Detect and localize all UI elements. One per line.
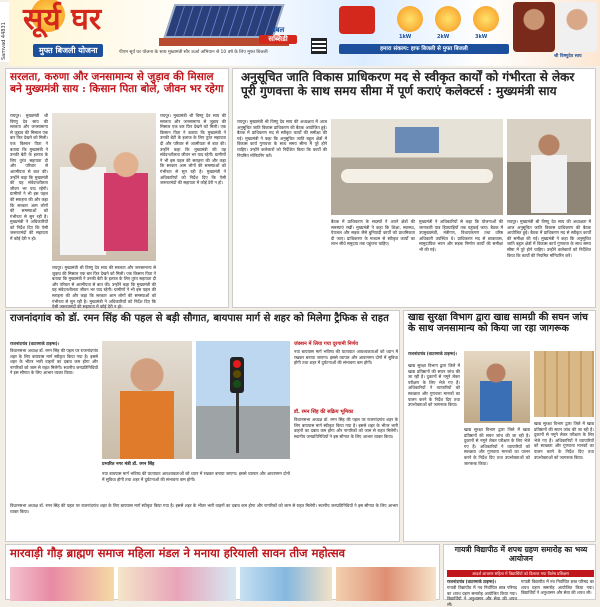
food-inspection-photo-2 — [534, 351, 594, 417]
raman-singh-photo — [102, 341, 192, 459]
main-article-col3: मुख्यमंत्री ने अधिकारियों से कहा कि योजनाओं की जानकारी पात्र हितग्राहियों तक पहुंचाई जाए। बैठक में उपमुख्यमंत्री, मंत्रीगण, विधायकगण तथा वरिष्ठ अधिकारी उपस्थित थे। प्राधिकरण मद से छात्रावास, सामुदायिक भवन और सड़क निर्माण कार्यों की समीक्षा भी की गई। — [419, 219, 503, 252]
raman-figure — [120, 351, 174, 459]
raman-photo-caption: प्रभारित नगर मंत्री डॉ. रमन सिंह — [102, 462, 155, 467]
traffic-pole — [236, 393, 239, 453]
qr-code-icon — [311, 38, 327, 54]
teej-photo-4 — [336, 567, 436, 601]
left-article-bottom: रायपुर। मुख्यमंत्री श्री विष्णु देव साय की सरलता और जनसामान्य से जुड़ाव की मिसाल एक बार फिर देखने को मिली। एक किसान पिता ने बताया कि मुख्यमंत्री ने उनकी बेटी के इलाज के लिए तुरंत सहायता दी और परिवार से आत्मीयता से बात की। उन्होंने कहा कि मुख्यमंत्री की यह संवेदनशीलता जीवन भर याद रहेगी। ग्रामीणों ने भी इस पहल की सराहना की और कहा कि सरकार आम लोगों की समस्याओं को गंभीरता से सुन रही है। मुख्यमंत्री ने अधिकारियों को निर्देश दिए कि ऐसी जरूरतमंदों की सहायता में कोई देरी न हो। — [52, 265, 156, 310]
brand-subtitle: मुफ्त बिजली योजना — [33, 44, 103, 57]
main-article-col4: रायपुर। मुख्यमंत्री श्री विष्णु देव साय की अध्यक्षता में आज अनुसूचित जाति विकास प्राधिकरण की बैठक आयोजित हुई। बैठक में प्राधिकरण मद से स्वीकृत कार्यों की समीक्षा की गई। मुख्यमंत्री ने कहा कि अनुसूचित जाति बहुल क्षेत्रों में विकास कार्य गुणवत्ता के साथ समय सीमा में पूरे होने चाहिए। उन्होंने कलेक्टरों को निर्देशित किया कि कार्यों की नियमित मॉनिटरिंग करें। — [507, 219, 591, 258]
offer-badge — [339, 6, 375, 34]
main-article-col1: रायपुर। मुख्यमंत्री श्री विष्णु देव साय की अध्यक्षता में आज अनुसूचित जाति विकास प्राधिकरण की बैठक आयोजित हुई। बैठक में प्राधिकरण मद से स्वीकृत कार्यों की समीक्षा की गई। मुख्यमंत्री ने कहा कि अनुसूचित जाति बहुल क्षेत्रों में विकास कार्य गुणवत्ता के साथ समय सीमा में पूरे होने चाहिए। उन्होंने कलेक्टरों को निर्देशित किया कि कार्यों की नियमित मॉनिटरिंग करें। — [237, 119, 327, 158]
gayatri-col2: गायत्री विद्यापीठ में नव निर्वाचित छात्र परिषद का शपथ ग्रहण समारोह आयोजित किया गया। विद्यार्थियों ने अनुशासन और सेवा की शपथ ली। — [521, 579, 594, 596]
teej-headline: मारवाड़ी गौड़ ब्राह्मण समाज महिला मंडल ने मनाया हरियाली सावन तीज महोत्सव — [10, 546, 345, 560]
rajnandgaon-col6: विधानसभा अध्यक्ष डॉ. रमन सिंह की पहल पर राजनांदगांव शहर के लिए बायपास मार्ग स्वीकृत किया गया है। इससे शहर के भीतर भारी वाहनों का दबाव कम होगा और नागरिकों को जाम से राहत मिलेगी। स्थानीय जनप्रतिनिधियों ने इस सौगात के लिए आभार व्यक्त किया। — [10, 503, 398, 514]
left-article-col2: रायपुर। मुख्यमंत्री श्री विष्णु देव साय की सरलता और जनसामान्य से जुड़ाव की मिसाल एक बार फिर देखने को मिली। एक किसान पिता ने बताया कि मुख्यमंत्री ने उनकी बेटी के इलाज के लिए तुरंत सहायता दी और परिवार से आत्मीयता से बात की। उन्होंने कहा कि मुख्यमंत्री की यह संवेदनशीलता जीवन भर याद रहेगी। ग्रामीणों ने भी इस पहल की सराहना की और कहा कि सरकार आम लोगों की समस्याओं को गंभीरता से सुन रही है। मुख्यमंत्री ने अधिकारियों को निर्देश दिए कि ऐसी जरूरतमंदों की सहायता में कोई देरी न हो। — [160, 113, 226, 186]
kw-label-2: 2kW — [437, 34, 450, 40]
left-article — [5, 68, 229, 308]
traffic-signal-photo — [196, 341, 290, 459]
photo-person-1 — [60, 135, 106, 255]
teej-article — [5, 544, 440, 600]
food-safety-col3: खाद्य सुरक्षा विभाग द्वारा जिले में खाद्य प्रतिष्ठानों की सघन जांच की जा रही है। दुकानों से नमूने लेकर परीक्षण के लिए भेजे गए हैं। अधिकारियों ने व्यापारियों को स्वच्छता और गुणवत्ता मानकों का पालन करने के निर्देश दिए तथा उपभोक्ताओं को जागरूक किया। — [534, 421, 594, 460]
kw-label-3: 3kW — [475, 34, 488, 40]
cm-with-child-photo — [52, 113, 156, 261]
gayatri-col1: गायत्री विद्यापीठ में नव निर्वाचित छात्र परिषद का शपथ ग्रहण समारोह आयोजित किया गया। विद्यार्थियों ने अनुशासन और सेवा की शपथ ली। — [447, 585, 517, 607]
rajnandgaon-col1: विधानसभा अध्यक्ष डॉ. रमन सिंह की पहल पर राजनांदगांव शहर के लिए बायपास मार्ग स्वीकृत किया गया है। इससे शहर के भीतर भारी वाहनों का दबाव कम होगा और नागरिकों को जाम से राहत मिलेगी। स्थानीय जनप्रतिनिधियों ने इस सौगात के लिए आभार व्यक्त किया। — [10, 348, 98, 376]
rajnandgaon-subhead-2: डॉ. रमन सिंह की सक्रिय भूमिका — [294, 409, 354, 415]
kw-label-1: 1kW — [399, 34, 412, 40]
leader-portrait-1 — [513, 2, 555, 52]
food-safety-dateline: राजनांदगांव (वाटरमार्क टाइम्स)। — [408, 351, 458, 356]
double-subsidy-top: डबल — [271, 26, 285, 34]
main-article — [232, 68, 596, 308]
teej-photo-3 — [240, 567, 332, 601]
gayatri-dateline: राजनांदगांव (वाटरमार्क टाइम्स)। — [447, 579, 497, 584]
double-subsidy-bottom: सब्सिडी — [259, 35, 297, 44]
side-label — [0, 2, 9, 62]
gayatri-headline: गायत्री विद्यापीठ में शपथ ग्रहण समारोह का भव्य आयोजन — [454, 545, 588, 563]
meeting-screen — [395, 127, 439, 153]
main-article-headline: अनुसूचित जाति विकास प्राधिकरण मद से स्वीकृत कार्यों को गंभीरता से लेकर पूरी गुणवत्ता के साथ समय सीमा में पूर्ण कराएं कलेक्टर्स : मुख्यमंत्री साय — [241, 70, 575, 98]
rajnandgaon-dateline: राजनांदगांव (वाटरमार्क टाइम्स)। — [10, 341, 60, 346]
food-safety-col2: खाद्य सुरक्षा विभाग द्वारा जिले में खाद्य प्रतिष्ठानों की सघन जांच की जा रही है। दुकानों से नमूने लेकर परीक्षण के लिए भेजे गए हैं। अधिकारियों ने व्यापारियों को स्वच्छता और गुणवत्ता मानकों का पालन करने के निर्देश दिए तथा उपभोक्ताओं को जागरूक किया। — [464, 427, 530, 466]
kw-option-1 — [397, 6, 423, 32]
scheme-line: पीएम सूर्य घर योजना के साथ मुख्यमंत्री सौर ऊर्जा अभियान से 10 वर्ष के लिए मुफ्त बिजली — [119, 50, 268, 55]
left-article-col1: रायपुर। मुख्यमंत्री श्री विष्णु देव साय की सरलता और जनसामान्य से जुड़ाव की मिसाल एक बार फिर देखने को मिली। एक किसान पिता ने बताया कि मुख्यमंत्री ने उनकी बेटी के इलाज के लिए तुरंत सहायता दी और परिवार से आत्मीयता से बात की। उन्होंने कहा कि मुख्यमंत्री की यह संवेदनशीलता जीवन भर याद रहेगी। ग्रामीणों ने भी इस पहल की सराहना की और कहा कि सरकार आम लोगों की समस्याओं को गंभीरता से सुन रही है। मुख्यमंत्री ने अधिकारियों को निर्देश दिए कि ऐसी जरूरतमंदों की सहायता में कोई देरी न हो। — [10, 113, 48, 242]
double-subsidy-badge — [259, 26, 297, 46]
food-safety-article — [403, 310, 596, 542]
meeting-table — [341, 169, 493, 183]
side-label-text: Samvad 44831 — [1, 22, 7, 60]
brand-title: सूर्य घर — [23, 2, 102, 37]
rajnandgaon-headline: राजनांदगांव को डॉ. रमन सिंह की पहल से बड़ी सौगात, बायपास मार्ग से शहर को मिलेगा ट्रैफिक से राहत — [10, 313, 389, 324]
photo-child — [104, 143, 148, 251]
food-safety-headline: खाद्य सुरक्षा विभाग द्वारा खाद्य सामग्री की सघन जांच के साथ जनसामान्य को किया जा रहा जागरूक — [408, 312, 588, 334]
rajnandgaon-col3: नया बायपास मार्ग भविष्य की यातायात आवश्यकताओं को ध्यान में रखकर बनाया जाएगा। इससे व्यापार और आवागमन दोनों में सुविधा होगी तथा शहर में दुर्घटनाओं की संभावना कम होगी। — [294, 349, 398, 366]
rajnandgaon-col5: नया बायपास मार्ग भविष्य की यातायात आवश्यकताओं को ध्यान में रखकर बनाया जाएगा। इससे व्यापार और आवागमन दोनों में सुविधा होगी तथा शहर में दुर्घटनाओं की संभावना कम होगी। — [102, 471, 290, 482]
left-article-headline: सरलता, करुणा और जनसामान्य से जुड़ाव की मिसाल बने मुख्यमंत्री साय : किसान पिता बोले, जीवन भर रहेगा — [10, 71, 224, 96]
rajnandgaon-article — [5, 310, 400, 542]
rajnandgaon-col4: विधानसभा अध्यक्ष डॉ. रमन सिंह की पहल पर राजनांदगांव शहर के लिए बायपास मार्ग स्वीकृत किया गया है। इससे शहर के भीतर भारी वाहनों का दबाव कम होगा और नागरिकों को जाम से राहत मिलेगी। स्थानीय जनप्रतिनिधियों ने इस सौगात के लिए आभार व्यक्त किया। — [294, 417, 398, 439]
helpline-strip: हमारा संकल्प: हाफ बिजली से मुफ्त बिजली — [339, 44, 509, 54]
food-inspection-photo-1 — [464, 351, 530, 423]
kw-option-2 — [435, 6, 461, 32]
teej-photo-1 — [10, 567, 114, 601]
meeting-photo — [331, 119, 503, 215]
official-figure — [531, 133, 567, 213]
leader-portrait-2 — [557, 2, 597, 52]
gayatri-article — [443, 544, 596, 607]
food-safety-col1: खाद्य सुरक्षा विभाग द्वारा जिले में खाद्य प्रतिष्ठानों की सघन जांच की जा रही है। दुकानों से नमूने लेकर परीक्षण के लिए भेजे गए हैं। अधिकारियों ने व्यापारियों को स्वच्छता और गुणवत्ता मानकों का पालन करने के निर्देश दिए तथा उपभोक्ताओं को जागरूक किया। — [408, 363, 460, 408]
traffic-light-icon — [230, 357, 244, 393]
main-article-col2: बैठक में प्राधिकरण के सदस्यों ने अपने क्षेत्रों की समस्याएं रखीं। मुख्यमंत्री ने कहा कि शिक्षा, स्वास्थ्य, पेयजल और सड़क जैसे बुनियादी कार्यों को प्राथमिकता दी जाए। प्राधिकरण के माध्यम से स्वीकृत कार्यों का लाभ सीधे समुदाय तक पहुंचना चाहिए। — [331, 219, 415, 247]
kw-option-3 — [473, 6, 499, 32]
inspector-figure — [480, 361, 512, 421]
leader-caption: श्री विष्णुदेव साय — [554, 54, 582, 59]
gayatri-subhead: आदर्श आचरण सहिता में विद्यार्थियों को दिलाया गया विशेष प्रशिक्षण — [447, 570, 594, 577]
advertisement-banner — [9, 0, 600, 66]
rajnandgaon-subhead: जंक्शन में लिया गया दूरगामी निर्णय — [294, 341, 359, 347]
officials-photo — [507, 119, 591, 215]
teej-photo-2 — [118, 567, 236, 601]
